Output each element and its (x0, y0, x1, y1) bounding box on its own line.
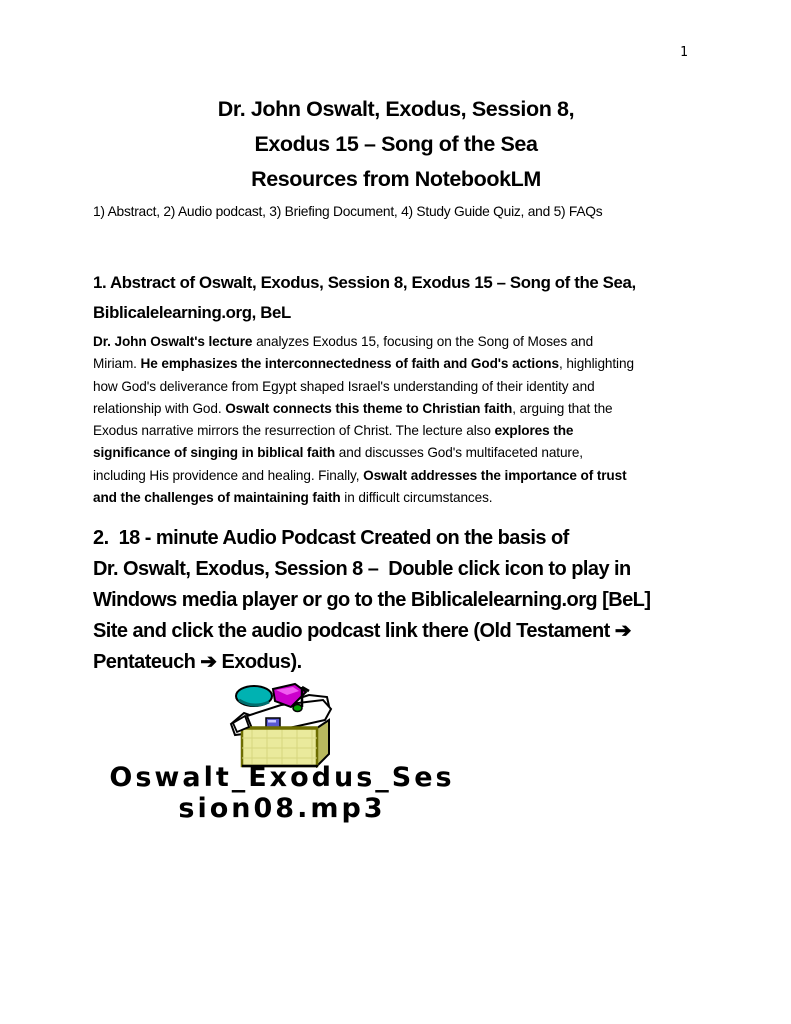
section-1-abstract-heading (93, 268, 636, 327)
section-2-audio-podcast-heading-line: Pentateuch ➔ Exodus). (93, 651, 302, 673)
abstract-paragraph-line: and the challenges of maintaining faith in difficult circumstances. (93, 490, 493, 506)
resources-list: 1) Abstract, 2) Audio podcast, 3) Briefing Document, 4) Study Guide Quiz, and 5) FAQs (93, 204, 603, 219)
document-title-line: Resources from NotebookLM (251, 167, 541, 191)
section-1-abstract-heading-line: Biblicalelearning.org, BeL (93, 302, 291, 322)
section-2-audio-podcast-heading-line: Windows media player or go to the Biblicalelearning.org [BeL] (93, 589, 651, 611)
embedded-file-name (93, 762, 471, 824)
abstract-paragraph-line: significance of singing in biblical faith and discusses God's multifaceted nature, (93, 445, 583, 461)
abstract-paragraph-line: including His providence and healing. Finally, Oswalt addresses the importance of trust (93, 467, 627, 483)
document-title (93, 92, 699, 197)
section-2-audio-podcast-heading (93, 523, 650, 678)
package-icon[interactable] (93, 682, 471, 768)
section-2-audio-podcast-heading-line: 2. 18 - minute Audio Podcast Created on the basis of (93, 527, 569, 549)
section-1-abstract-heading-line: 1. Abstract of Oswalt, Exodus, Session 8, Exodus 15 – Song of the Sea, (93, 273, 636, 292)
abstract-paragraph-line: Dr. John Oswalt's lecture analyzes Exodus 15, focusing on the Song of Moses and (93, 334, 594, 349)
page-number: 1 (680, 45, 688, 60)
embedded-audio-object[interactable] (93, 682, 471, 824)
document-title-line: Dr. John Oswalt, Exodus, Session 8, (217, 97, 575, 121)
abstract-paragraph-line: relationship with God. Oswalt connects this theme to Christian faith, arguing that the (93, 400, 613, 416)
document-title-line: Exodus 15 – Song of the Sea (254, 132, 538, 156)
abstract-paragraph-line: Miriam. He emphasizes the interconnectedness of faith and God's actions, highlighting (93, 356, 634, 372)
section-2-audio-podcast-heading-line: Dr. Oswalt, Exodus, Session 8 – Double click icon to play in (93, 558, 631, 580)
abstract-paragraph-line: how God's deliverance from Egypt shaped Israel's understanding of their identity and (93, 378, 595, 394)
abstract-paragraph (93, 331, 634, 509)
embedded-file-name-line: Oswalt_Exodus_Ses (109, 762, 455, 793)
section-2-audio-podcast-heading-line: Site and click the audio podcast link there (Old Testament ➔ (93, 620, 631, 642)
embedded-file-name-line: sion08.mp3 (178, 793, 386, 824)
abstract-paragraph-line: Exodus narrative mirrors the resurrection of Christ. The lecture also explores the (93, 423, 574, 439)
